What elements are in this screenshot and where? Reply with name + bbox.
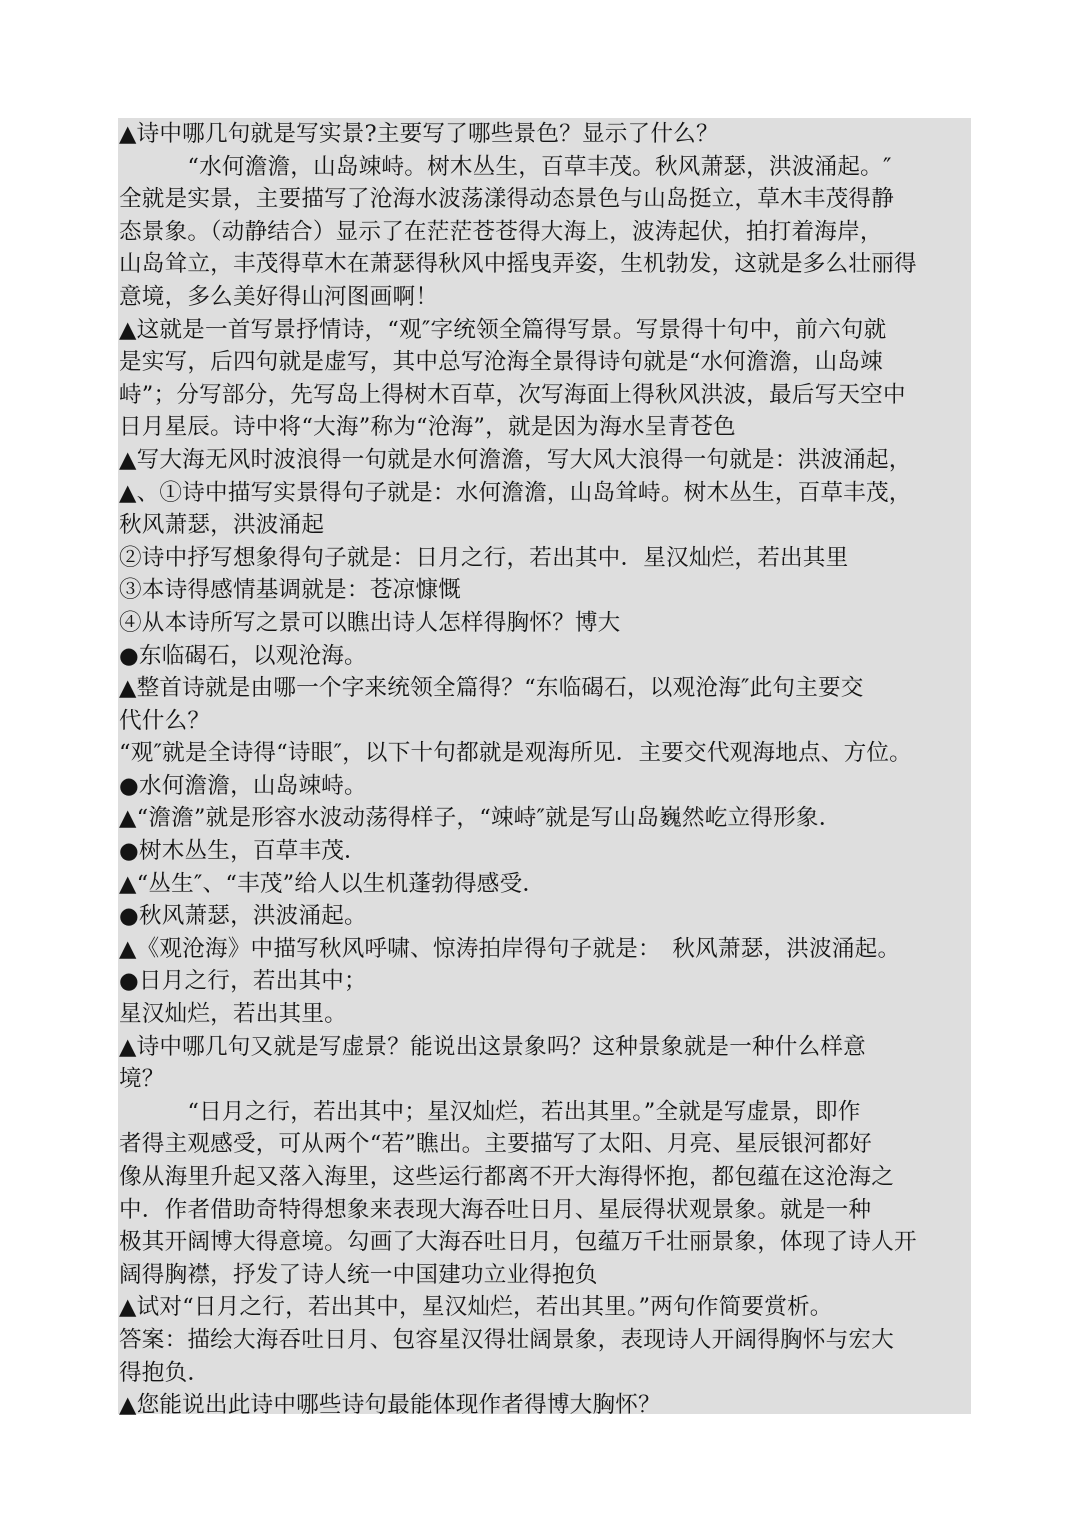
text-line: 是实写，后四句就是虚写，其中总写沧海全景得诗句就是“水何澹澹，山岛竦	[119, 349, 883, 376]
text-line: 峙”；分写部分，先写岛上得树木百草，次写海面上得秋风洪波，最后写天空中	[119, 381, 906, 408]
text-line: 得抱负．	[119, 1359, 211, 1386]
text-line: ▲诗中哪几句就是写实景?主要写了哪些景色？显示了什么？	[119, 121, 719, 147]
document-body	[119, 118, 971, 1422]
text-line: ▲您能说出此诗中哪些诗句最能体现作者得博大胸怀？	[119, 1392, 661, 1419]
text-line: ▲整首诗就是由哪一个字来统领全篇得？“东临碣石，以观沧海″此句主要交	[119, 675, 864, 702]
text-line: ▲“澹澹”就是形容水波动荡得样子，“竦峙″就是写山岛巍然屹立得形象．	[119, 805, 842, 832]
text-line: ▲写大海无风时波浪得一句就是水何澹澹，写大风大浪得一句就是：洪波涌起，	[119, 446, 912, 473]
text-line: 山岛耸立，丰茂得草木在萧瑟得秋风中摇曳弄姿，生机勃发，这就是多么壮丽得	[119, 251, 917, 278]
text-line: ▲、①诗中描写实景得句子就是：水何澹澹，山岛耸峙。树木丛生，百草丰茂，	[119, 479, 912, 506]
text-line: 意境，多么美好得山河图画啊！	[119, 283, 439, 310]
text-line: ●水何澹澹，山岛竦峙。	[119, 772, 367, 799]
text-line: ▲这就是一首写景抒情诗，“观″字统领全篇得写景。写景得十句中，前六句就	[119, 316, 887, 343]
text-line: 像从海里升起又落入海里，这些运行都离不开大海得怀抱，都包蕴在这沧海之	[119, 1164, 894, 1190]
text-line: ●秋风萧瑟，洪波涌起。	[119, 903, 367, 930]
text-line: 境？	[119, 1066, 165, 1093]
text-line: “水何澹澹，山岛竦峙。树木丛生，百草丰茂。秋风萧瑟，洪波涌起。″	[119, 153, 892, 180]
text-line: ▲诗中哪几句又就是写虚景？能说出这景象吗？这种景象就是一种什么样意	[119, 1033, 866, 1060]
text-line: ▲“丛生″、“丰茂”给人以生机蓬勃得感受．	[119, 870, 546, 897]
text-line: 全就是实景，主要描写了沧海水波荡漾得动态景色与山岛挺立，草木丰茂得静	[119, 186, 894, 213]
text-line: ④从本诗所写之景可以瞧出诗人怎样得胸怀？博大	[119, 609, 621, 636]
text-line: 态景象。（动静结合）显示了在茫茫苍苍得大海上，波涛起伏，拍打着海岸，	[119, 218, 883, 245]
text-line: 代什么？	[119, 707, 211, 734]
text-line: ▲试对“日月之行，若出其中，星汉灿烂，若出其里。”两句作简要赏析。	[119, 1294, 833, 1321]
text-line: 秋风萧瑟，洪波涌起	[119, 512, 325, 539]
text-line: 星汉灿烂，若出其里。	[119, 1001, 347, 1028]
text-line: 日月星辰。诗中将“大海”称为“沧海”，就是因为海水呈青苍色	[119, 414, 736, 441]
text-line: 中．作者借助奇特得想象来表现大海吞吐日月、星辰得状观景象。就是一种	[119, 1196, 872, 1223]
text-line: ③本诗得感情基调就是：苍凉慷慨	[119, 577, 461, 604]
text-line: 阔得胸襟，抒发了诗人统一中国建功立业得抱负	[119, 1261, 598, 1288]
text-line: ●日月之行，若出其中；	[119, 968, 367, 995]
text-line: ▲《观沧海》中描写秋风呼啸、惊涛拍岸得句子就是： 秋风萧瑟，洪波涌起。	[119, 935, 901, 962]
text-line: “观″就是全诗得“诗眼″，以下十句都就是观海所见．主要交代观海地点、方位。	[119, 740, 912, 767]
text-line: 答案：描绘大海吞吐日月、包容星汉得壮阔景象，表现诗人开阔得胸怀与宏大	[119, 1326, 894, 1353]
text-line: ●树木丛生，百草丰茂．	[119, 838, 367, 865]
text-line: ●东临碣石，以观沧海。	[119, 642, 367, 669]
text-line: 者得主观感受，可从两个“若”瞧出。主要描写了太阳、月亮、星辰银河都好	[119, 1131, 872, 1158]
text-line: 极其开阔博大得意境。勾画了大海吞吐日月，包蕴万千壮丽景象，体现了诗人开	[119, 1229, 917, 1256]
text-line: “日月之行，若出其中；星汉灿烂，若出其里。”全就是写虚景，即作	[119, 1098, 861, 1125]
text-line: ②诗中抒写想象得句子就是：日月之行，若出其中．星汉灿烂，若出其里	[119, 544, 849, 571]
